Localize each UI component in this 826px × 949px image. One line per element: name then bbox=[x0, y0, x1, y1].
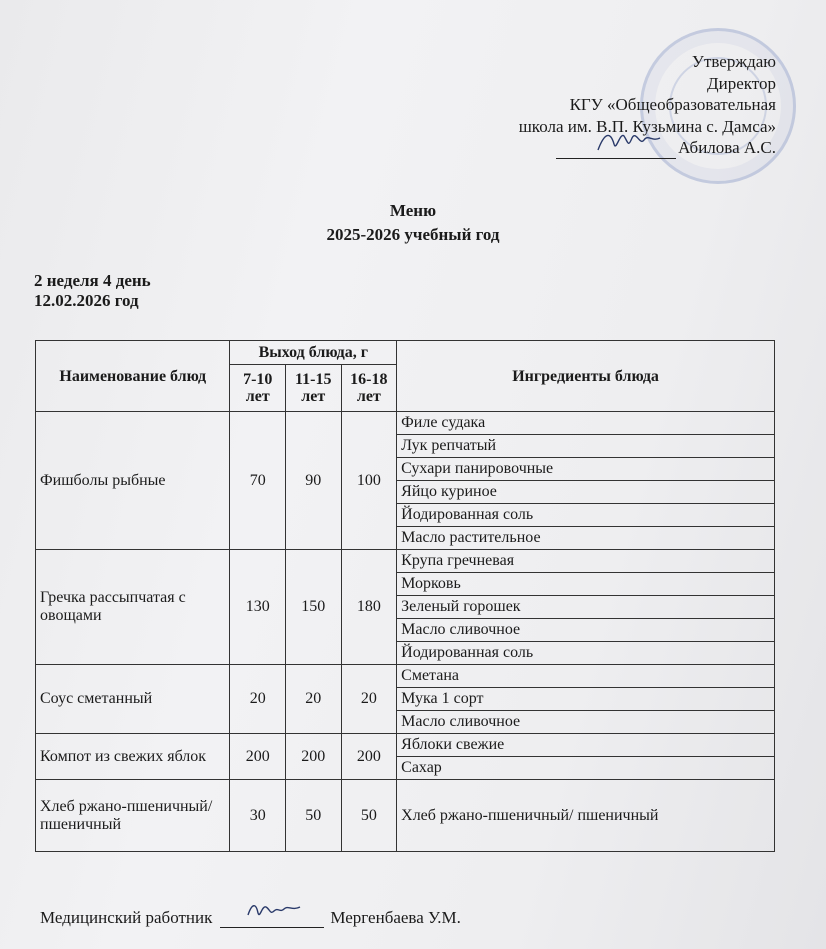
yield-11-15: 50 bbox=[286, 780, 342, 852]
ingredient: Крупа гречневая bbox=[397, 550, 775, 573]
yield-11-15: 150 bbox=[286, 550, 342, 665]
ingredient: Яйцо куриное bbox=[397, 481, 775, 504]
week-day: 2 неделя 4 день bbox=[34, 271, 151, 290]
dish-name: Фишболы рыбные bbox=[36, 412, 230, 550]
yield-16-18: 20 bbox=[341, 665, 397, 734]
title-main: Меню bbox=[389, 201, 437, 220]
approval-block bbox=[519, 51, 776, 164]
header-age-16-18: 16-18 лет bbox=[341, 365, 397, 412]
ingredient: Хлеб ржано-пшеничный/ пшеничный bbox=[397, 780, 775, 852]
yield-16-18: 200 bbox=[341, 734, 397, 780]
medical-worker-role: Медицинский работник bbox=[40, 908, 213, 927]
footer-signature bbox=[40, 908, 461, 928]
yield-16-18: 180 bbox=[341, 550, 397, 665]
yield-7-10: 130 bbox=[230, 550, 286, 665]
director-signature bbox=[556, 140, 676, 159]
signature-scribble-icon bbox=[244, 897, 304, 923]
ingredient: Филе судака bbox=[397, 412, 775, 435]
header-age-11-15: 11-15 лет bbox=[286, 365, 342, 412]
yield-16-18: 50 bbox=[341, 780, 397, 852]
header-yield: Выход блюда, г bbox=[230, 341, 397, 365]
dish-name: Соус сметанный bbox=[36, 665, 230, 734]
ingredient: Масло сливочное bbox=[397, 619, 775, 642]
yield-7-10: 200 bbox=[230, 734, 286, 780]
medical-worker-name: Мергенбаева У.М. bbox=[330, 908, 461, 927]
header-ingredients: Ингредиенты блюда bbox=[397, 341, 775, 412]
ingredient: Йодированная соль bbox=[397, 504, 775, 527]
table-row bbox=[36, 550, 775, 573]
menu-table bbox=[35, 340, 775, 852]
ingredient: Сметана bbox=[397, 665, 775, 688]
header-dish-name: Наименование блюд bbox=[36, 341, 230, 412]
ingredient: Сухари панировочные bbox=[397, 458, 775, 481]
yield-11-15: 20 bbox=[286, 665, 342, 734]
approval-school: школа им. В.П. Кузьмина с. Дамса» bbox=[518, 116, 776, 136]
approval-signer: Абилова А.С. bbox=[678, 138, 776, 157]
document-title bbox=[0, 199, 826, 247]
approval-organization: КГУ «Общеобразовательная bbox=[569, 95, 776, 114]
table-row bbox=[36, 412, 775, 435]
ingredient: Масло сливочное bbox=[397, 711, 775, 734]
ingredient: Масло растительное bbox=[397, 527, 775, 550]
ingredient: Йодированная соль bbox=[397, 642, 775, 665]
medical-worker-signature bbox=[220, 909, 324, 928]
dish-name: Хлеб ржано-пшеничный/ пшеничный bbox=[36, 780, 230, 852]
yield-16-18: 100 bbox=[341, 412, 397, 550]
ingredient: Сахар bbox=[397, 757, 775, 780]
ingredient: Яблоки свежие bbox=[397, 734, 775, 757]
yield-7-10: 70 bbox=[230, 412, 286, 550]
ingredient: Мука 1 сорт bbox=[397, 688, 775, 711]
approval-signature-line bbox=[556, 137, 776, 159]
dish-name: Компот из свежих яблок bbox=[36, 734, 230, 780]
approval-heading: Утверждаю bbox=[691, 52, 776, 71]
yield-7-10: 30 bbox=[230, 780, 286, 852]
yield-7-10: 20 bbox=[230, 665, 286, 734]
menu-date: 12.02.2026 год bbox=[34, 291, 139, 310]
signature-scribble-icon bbox=[594, 126, 664, 156]
yield-11-15: 90 bbox=[286, 412, 342, 550]
ingredient: Лук репчатый bbox=[397, 435, 775, 458]
table-row bbox=[36, 665, 775, 688]
yield-11-15: 200 bbox=[286, 734, 342, 780]
schedule-info bbox=[34, 271, 151, 311]
title-year: 2025-2026 учебный год bbox=[326, 225, 500, 244]
header-age-7-10: 7-10 лет bbox=[230, 365, 286, 412]
ingredient: Зеленый горошек bbox=[397, 596, 775, 619]
dish-name: Гречка рассыпчатая с овощами bbox=[36, 550, 230, 665]
table-row bbox=[36, 734, 775, 757]
table-row bbox=[36, 780, 775, 852]
ingredient: Морковь bbox=[397, 573, 775, 596]
approval-position: Директор bbox=[707, 73, 776, 93]
